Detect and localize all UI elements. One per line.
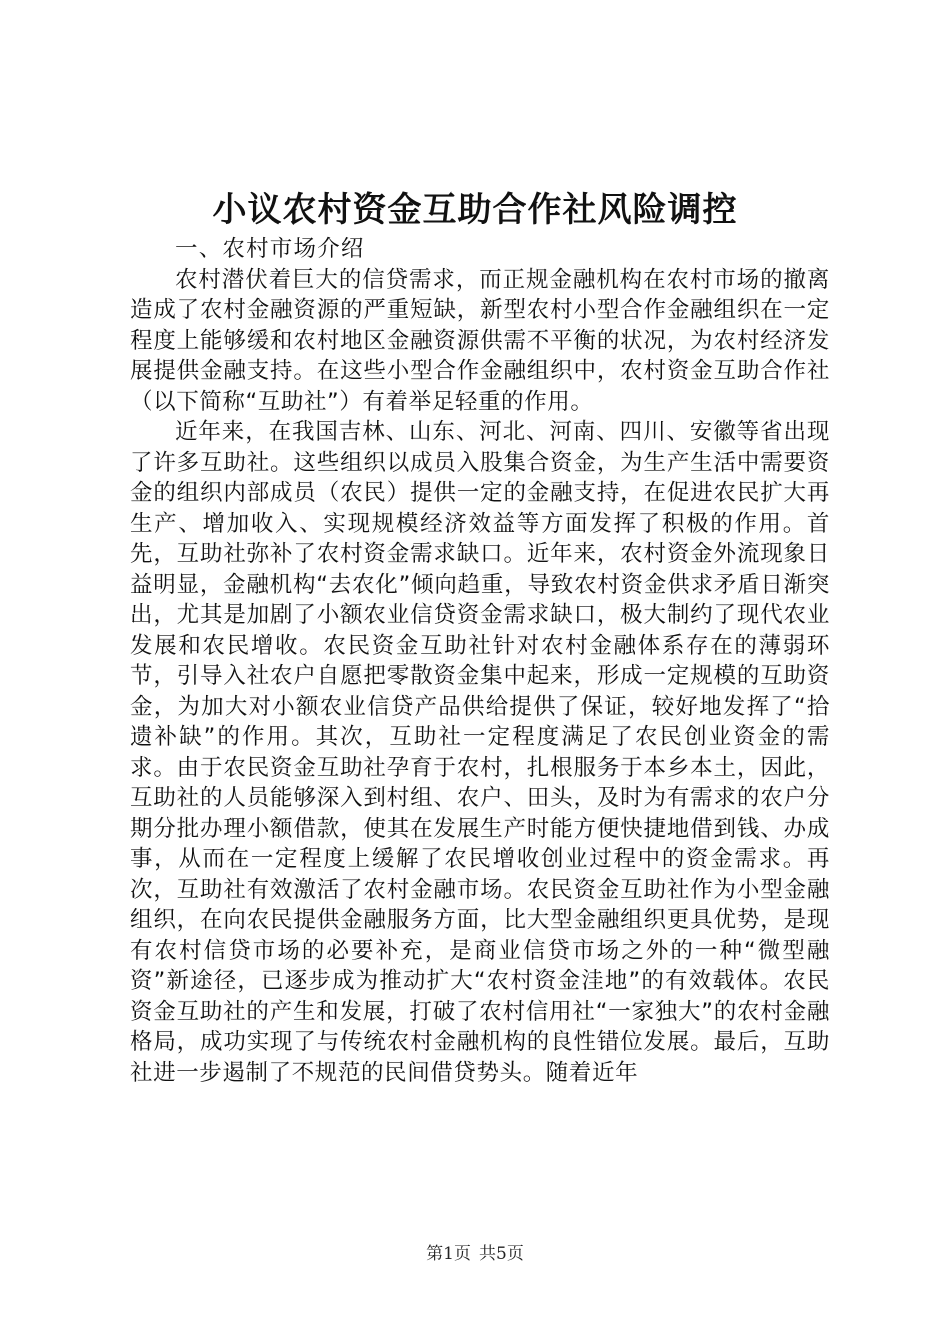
document-body xyxy=(130,234,830,1088)
page-number: 第1页 xyxy=(426,1244,471,1264)
page-footer xyxy=(0,1243,950,1265)
document-title: 小议农村资金互助合作社风险调控 xyxy=(212,190,738,230)
page-total: 共5页 xyxy=(479,1244,524,1264)
paragraph: 近年来，在我国吉林、山东、河北、河南、四川、安徽等省出现了许多互助社。这些组织以成员入股集合资金，为生产生活中需要资金的组织内部成员（农民）提供一定的金融支持，在促进农民扩大再生产、增加收入、实现规模经济效益等方面发挥了积极的作用。首先，互助社弥补了农村资金需求缺口。近年来，农村资金外流现象日益明显，金融机构“去农化”倾向趋重，导致农村资金供求矛盾日渐突出，尤其是加剧了小额农业信贷资金需求缺口，极大制约了现代农业发展和农民增收。农民资金互助社针对农村金融体系存在的薄弱环节，引导入社农户自愿把零散资金集中起来，形成一定规模的互助资金，为加大对小额农业信贷产品供给提供了保证，较好地发挥了“拾遗补缺”的作用。其次，互助社一定程度满足了农民创业资金的需求。由于农民资金互助社孕育于农村，扎根服务于本乡本土，因此，互助社的人员能够深入到村组、农户、田头，及时为有需求的农户分期分批办理小额借款，使其在发展生产时能方便快捷地借到钱、办成事，从而在一定程度上缓解了农民增收创业过程中的资金需求。再次，互助社有效激活了农村金融市场。农民资金互助社作为小型金融组织，在向农民提供金融服务方面，比大型金融组织更具优势，是现有农村信贷市场的必要补充，是商业信贷市场之外的一种“微型融资”新途径，已逐步成为推动扩大“农村资金洼地”的有效载体。农民资金互助社的产生和发展，打破了农村信用社“一家独大”的农村金融格局，成功实现了与传统农村金融机构的良性错位发展。最后，互助社进一步遏制了不规范的民间借贷势头。随着近年 xyxy=(130,419,830,1086)
paragraph: 农村潜伏着巨大的信贷需求，而正规金融机构在农村市场的撤离造成了农村金融资源的严重短缺，新型农村小型合作金融组织在一定程度上能够缓和农村地区金融资源供需不平衡的状况，为农村经济发展提供金融支持。在这些小型合作金融组织中，农村资金互助合作社（以下简称“互助社”）有着举足轻重的作用。 xyxy=(130,266,830,415)
section-heading: 一、农村市场介绍 xyxy=(175,236,365,262)
